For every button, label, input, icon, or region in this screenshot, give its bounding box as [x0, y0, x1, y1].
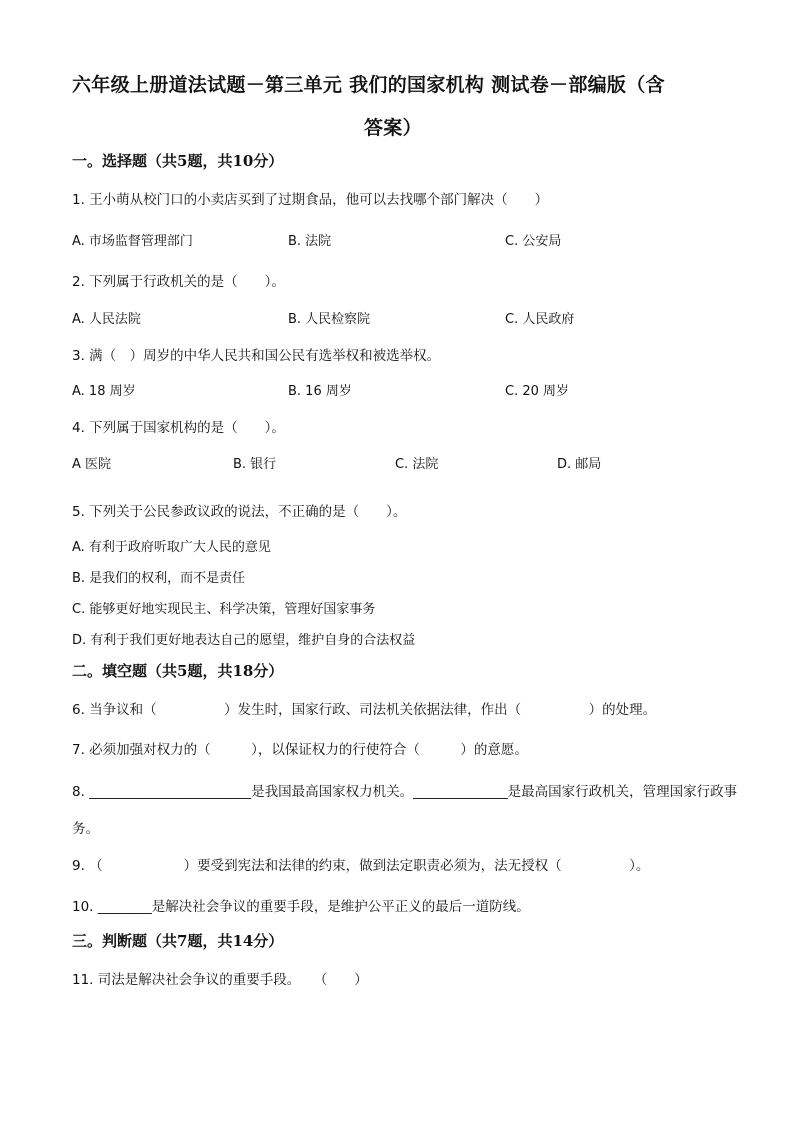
question-4-option-b: B. 银行	[233, 457, 277, 472]
question-5-option-b: B. 是我们的权利，而不是责任	[72, 571, 246, 586]
question-4-option-a: A 医院	[72, 457, 112, 472]
question-8-line2: 务。	[72, 821, 99, 837]
question-2-stem: 2. 下列属于行政机关的是（ ）。	[72, 274, 285, 290]
question-10: 10. ________是解决社会争议的重要手段，是维护公平正义的最后一道防线。	[72, 899, 530, 915]
question-5-option-a: A. 有利于政府听取广大人民的意见	[72, 540, 271, 555]
question-5-option-d: D. 有利于我们更好地表达自己的愿望，维护自身的合法权益	[72, 633, 416, 648]
question-4-option-c: C. 法院	[395, 457, 439, 472]
question-3-option-c: C. 20 周岁	[505, 384, 570, 399]
question-4-stem: 4. 下列属于国家机构的是（ ）。	[72, 420, 285, 436]
question-8-line1: 8. ________________________是我国最高国家权力机关。______________是最高国家行政机关，管理国家行政事	[72, 784, 738, 800]
question-1-option-a: A. 市场监督管理部门	[72, 234, 193, 249]
section-heading-choice: 一。选择题（共5题，共10分）	[72, 152, 284, 170]
question-5-stem: 5. 下列关于公民参政议政的说法，不正确的是（ ）。	[72, 504, 407, 520]
question-4-option-d: D. 邮局	[557, 457, 602, 472]
question-3-option-b: B. 16 周岁	[288, 384, 352, 399]
question-2-option-a: A. 人民法院	[72, 312, 141, 327]
question-3-stem: 3. 满（ ）周岁的中华人民共和国公民有选举权和被选举权。	[72, 348, 441, 364]
question-2-option-c: C. 人民政府	[505, 312, 575, 327]
document-title-line2: 答案）	[364, 117, 422, 139]
document-title-line1: 六年级上册道法试题－第三单元 我们的国家机构 测试卷－部编版（含	[72, 74, 665, 96]
question-1-stem: 1. 王小萌从校门口的小卖店买到了过期食品，他可以去找哪个部门解决（ ）	[72, 192, 549, 208]
question-9: 9. （ ）要受到宪法和法律的约束，做到法定职责必须为，法无授权（ ）。	[72, 858, 650, 874]
question-6: 6. 当争议和（ ）发生时，国家行政、司法机关依据法律，作出（ ）的处理。	[72, 702, 657, 718]
question-7: 7. 必须加强对权力的（ ），以保证权力的行使符合（ ）的意愿。	[72, 742, 528, 758]
section-heading-judge: 三。判断题（共7题，共14分）	[72, 932, 284, 950]
question-1-option-c: C. 公安局	[505, 234, 562, 249]
question-11: 11. 司法是解决社会争议的重要手段。 （ ）	[72, 972, 368, 988]
section-heading-fill: 二。填空题（共5题，共18分）	[72, 662, 284, 680]
question-1-option-b: B. 法院	[288, 234, 332, 249]
question-2-option-b: B. 人民检察院	[288, 312, 371, 327]
question-3-option-a: A. 18 周岁	[72, 384, 136, 399]
question-5-option-c: C. 能够更好地实现民主、科学决策，管理好国家事务	[72, 602, 376, 617]
